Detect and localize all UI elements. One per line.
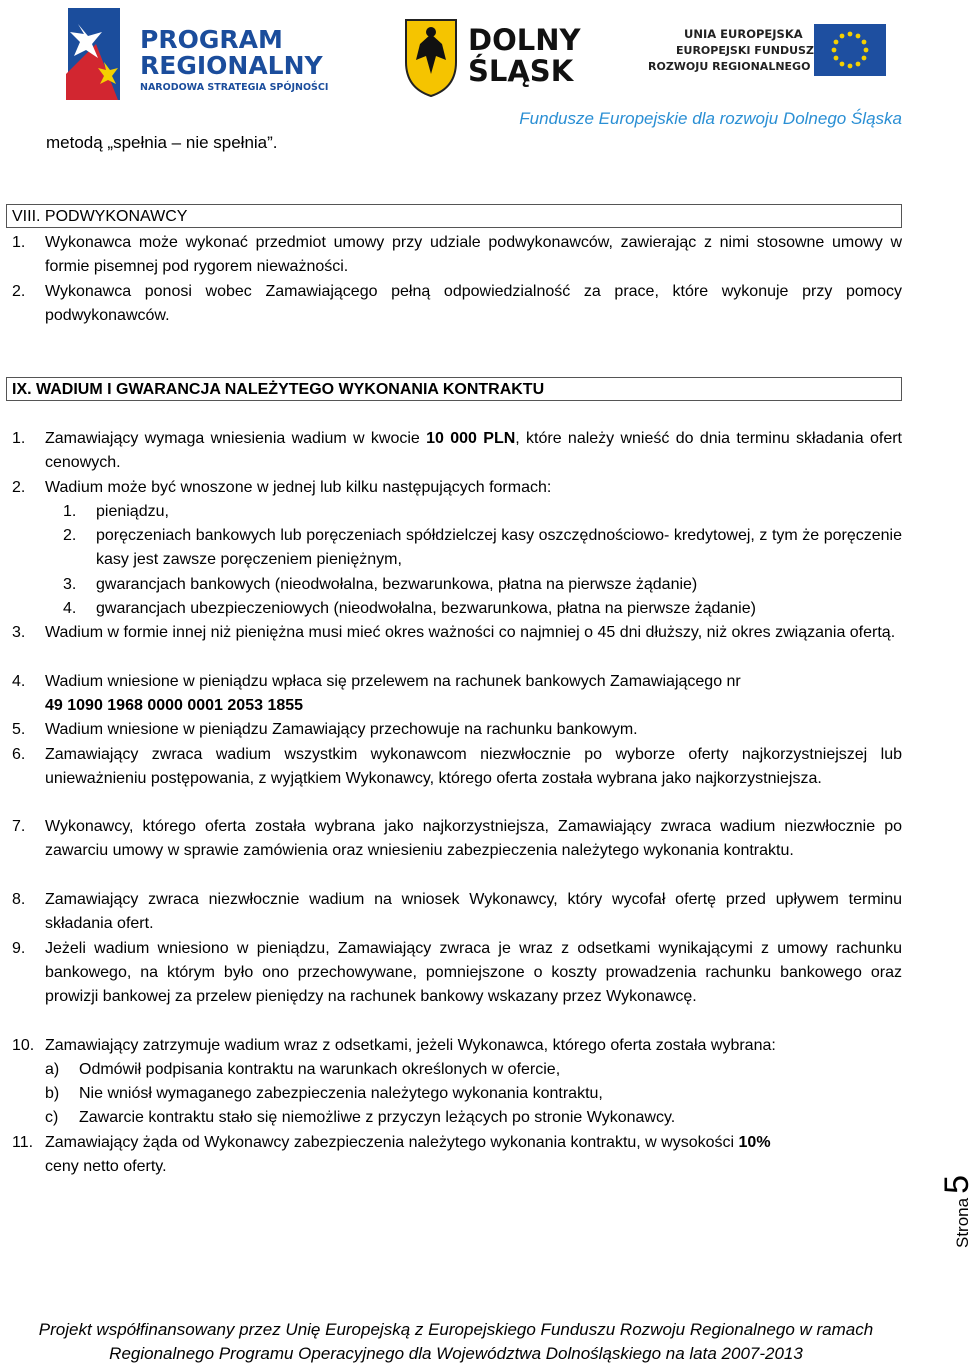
sub-list-item [45, 1106, 902, 1130]
page-number [938, 1175, 977, 1248]
list-item [12, 231, 902, 279]
header-logos [58, 4, 904, 108]
list-item [12, 937, 902, 1010]
item-text: Wykonawcy, którego oferta została wybrana jako najkorzystniejsza, Zamawiający zwraca wadium niezwłocznie po zawarciu umowy w sprawie zamówienia oraz wniesieniu zabezpieczenia należytego wykonania kontraktu. [45, 818, 902, 860]
sub-item-text: pieniądzu, [96, 503, 169, 520]
list-item [12, 718, 902, 742]
security-percent: 10% [738, 1134, 771, 1151]
program-regionalny-logo [58, 4, 348, 104]
sub-item-letter: c) [45, 1109, 59, 1126]
footer-line-1: Projekt współfinansowany przez Unię Europejską z Europejskiego Funduszu Rozwoju Regionalnego w ramach [38, 1320, 874, 1339]
logo-dolny-line2: ŚLĄSK [468, 54, 574, 88]
sub-item-number: 2. [63, 527, 77, 544]
item-text: Wadium wniesione w pieniądzu wpłaca się przelewem na rachunek bankowych Zamawiającego nr 49 1090 1968 0000 0001 2053 1855 [45, 673, 741, 715]
bank-account-number: 49 1090 1968 0000 0001 2053 1855 [45, 697, 304, 715]
sub-item-number: 1. [63, 503, 77, 520]
logo-dolny-line1: DOLNY [468, 23, 581, 57]
eu-erdf-logo [648, 4, 904, 104]
section-heading-text: IX. WADIUM I GWARANCJA NALEŻYTEGO WYKONANIA KONTRAKTU [12, 381, 545, 398]
list-item [12, 815, 902, 863]
sub-item-text: gwarancjach ubezpieczeniowych (nieodwołalna, bezwarunkowa, płatna na pierwsze żądanie) [96, 600, 756, 617]
sub-item-number: 4. [63, 600, 77, 617]
list-item [12, 888, 902, 936]
item-text: Wykonawca może wykonać przedmiot umowy przy udziale podwykonawców, zawierając z nimi stosowne umowy w formie pisemnej pod rygorem nieważności. [45, 234, 902, 276]
sub-item-text: Zawarcie kontraktu stało się niemożliwe z przyczyn leżących po stronie Wykonawcy. [79, 1109, 676, 1126]
item-text: Wykonawca ponosi wobec Zamawiającego pełną odpowiedzialność za prace, które wykonuje przy pomocy podwykonawców. [45, 283, 902, 325]
item-number: 10. [12, 1037, 35, 1054]
logo-eu-line3: ROZWOJU REGIONALNEGO [648, 60, 811, 73]
sub-item-text: Nie wniósł wymaganego zabezpieczenia należytego wykonania kontraktu, [79, 1085, 603, 1102]
sub-list-item [63, 524, 902, 572]
list-item [12, 621, 902, 645]
item-number: 2. [12, 479, 26, 496]
logo-program-line1: PROGRAM [140, 25, 283, 54]
item-number: 1. [12, 430, 26, 447]
item-text: Wadium wniesione w pieniądzu Zamawiający przechowuje na rachunku bankowym. [45, 721, 638, 738]
footer-line-2: Regionalnego Programu Operacyjnego dla Województwa Dolnośląskiego na lata 2007-2013 [109, 1344, 803, 1363]
list-item [12, 670, 902, 718]
sub-list-item [45, 1058, 902, 1082]
list-item [12, 1131, 902, 1179]
tagline: Fundusze Europejskie dla rozwoju Dolnego Śląska [519, 109, 902, 128]
item-number: 11. [12, 1134, 34, 1151]
item-text: Zamawiający wymaga wniesienia wadium w kwocie 10 000 PLN, które należy wnieść do dnia terminu składania ofert cenowych. [45, 430, 902, 472]
list-item [12, 476, 902, 500]
sub-list-item [63, 500, 902, 524]
sub-list-item [63, 597, 902, 621]
item-number: 7. [12, 818, 26, 835]
list-item [12, 427, 902, 475]
sub-item-letter: a) [45, 1061, 60, 1078]
sub-item-text: gwarancjach bankowych (nieodwołalna, bezwarunkowa, płatna na pierwsze żądanie) [96, 576, 698, 593]
carry-over-text: metodą „spełnia – nie spełnia”. [46, 133, 278, 152]
list-item [12, 280, 902, 328]
page-number-digit: 5 [938, 1174, 976, 1194]
section-heading-wadium [6, 377, 902, 401]
item-text: Jeżeli wadium wniesiono w pieniądzu, Zamawiający zwraca je wraz z odsetkami wynikającymi z umowy rachunku bankowego, na którym było ono przechowywane, pomniejszone o koszty prowadzenia rachunku bankowego oraz prowizji bankowej za przelew pieniędzy na rachunek bankowy wskazany przez Wykonawcę. [45, 940, 902, 1006]
sub-item-text: poręczeniach bankowych lub poręczeniach spółdzielczej kasy oszczędnościowo- kredytowej, z tym że poręczenie kasy jest zawsze poręczeniem pieniężnym, [96, 527, 902, 569]
item-number: 9. [12, 940, 26, 957]
item-text: Zamawiający żąda od Wykonawcy zabezpieczenia należytego wykonania kontraktu, w wysokości 10% ceny netto oferty. [45, 1134, 771, 1176]
item-text: Wadium może być wnoszone w jednej lub kilku następujących formach: [45, 479, 552, 496]
item-text: Zamawiający zatrzymuje wadium wraz z odsetkami, jeżeli Wykonawca, którego oferta została wybrana: [45, 1037, 776, 1054]
item-number: 6. [12, 746, 26, 763]
sub-list-item [63, 573, 902, 597]
item-number: 8. [12, 891, 26, 908]
logo-eu-line2: EUROPEJSKI FUNDUSZ [676, 44, 814, 57]
logo-eu-line1: UNIA EUROPEJSKA [684, 27, 803, 41]
item-number: 4. [12, 673, 26, 690]
logo-program-line2: REGIONALNY [140, 51, 323, 80]
list-item [12, 1034, 902, 1058]
sub-item-letter: b) [45, 1085, 60, 1102]
footer [0, 1318, 912, 1366]
page-label: Strona [953, 1197, 972, 1248]
sub-list-item [45, 1082, 902, 1106]
list-item [12, 743, 902, 791]
item-text: Wadium w formie innej niż pieniężna musi mieć okres ważności co najmniej o 45 dni dłuższy, niż okres związania ofertą. [45, 624, 896, 641]
item-number: 3. [12, 624, 26, 641]
item-number: 2. [12, 283, 26, 300]
section-heading-podwykonawcy: VIII. PODWYKONAWCY [6, 204, 902, 228]
dolny-slask-logo [404, 4, 594, 104]
logo-program-line3: NARODOWA STRATEGIA SPÓJNOŚCI [140, 82, 329, 93]
sub-item-number: 3. [63, 576, 77, 593]
item-text: Zamawiający zwraca niezwłocznie wadium na wniosek Wykonawcy, który wycofał ofertę przed upływem terminu składania ofert. [45, 891, 902, 933]
sub-item-text: Odmówił podpisania kontraktu na warunkach określonych w ofercie, [79, 1061, 561, 1078]
item-number: 5. [12, 721, 26, 738]
deposit-amount: 10 000 PLN [426, 430, 516, 447]
item-text: Zamawiający zwraca wadium wszystkim wykonawcom niezwłocznie po wyborze oferty najkorzystniejszej lub unieważnieniu postępowania, z wyjątkiem Wykonawcy, którego oferta została wybrana jako najkorzystniejsza. [45, 746, 902, 788]
item-number: 1. [12, 234, 26, 251]
